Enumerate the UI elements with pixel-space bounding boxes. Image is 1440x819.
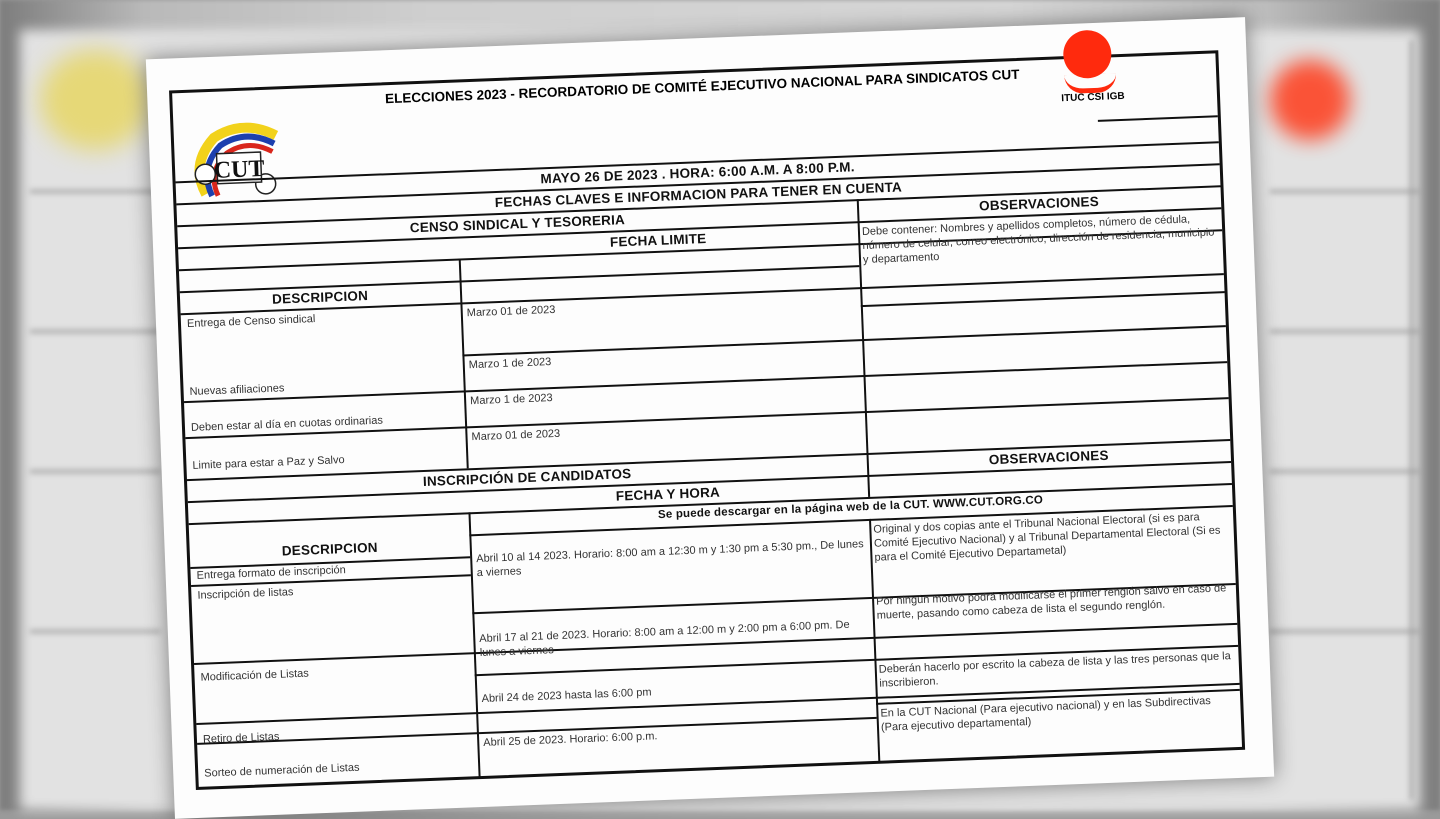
list-item: Marzo 1 de 2023: [469, 392, 553, 408]
list-item: Retiro de Listas: [202, 730, 280, 746]
list-item: Abril 24 de 2023 hasta las 6:00 pm: [481, 686, 652, 705]
list-item: Marzo 01 de 2023: [471, 427, 561, 444]
blurred-rule: [30, 470, 160, 473]
ituc-logo-text: ITUC CSI IGB: [1061, 90, 1125, 105]
ituc-logo-icon: [1062, 29, 1112, 79]
document-subtitle: FECHAS CLAVES E INFORMACION PARA TENER EN CUENTA: [494, 179, 903, 211]
list-item: Marzo 1 de 2023: [468, 356, 552, 372]
section1-heading: CENSO SINDICAL Y TESORERIA: [409, 212, 626, 236]
blurred-rule: [1270, 330, 1420, 333]
document-table: [169, 50, 1245, 790]
list-item: Nuevas afiliaciones: [189, 382, 285, 398]
list-item: En la CUT Nacional (Para ejecutivo nacional) y en las Subdirectivas (Para ejecutivo departamental): [880, 694, 1212, 734]
list-item: Limite para estar a Paz y Salvo: [192, 454, 345, 472]
download-note: Se puede descargar en la página web de la CUT. WWW.CUT.ORG.CO: [657, 494, 1044, 522]
blurred-rule: [30, 330, 160, 333]
svg-text:CUT: CUT: [213, 155, 265, 184]
blurred-rule: [30, 190, 160, 193]
blurred-logo-left: [40, 50, 150, 150]
blurred-rule: [1410, 40, 1413, 800]
list-item: Abril 25 de 2023. Horario: 6:00 p.m.: [483, 730, 658, 749]
election-date-time: MAYO 26 DE 2023 . HORA: 6:00 A.M. A 8:00 P.M.: [540, 159, 855, 187]
list-item: Abril 17 al 21 de 2023. Horario: 8:00 am a 12:00 m y 2:00 pm a 6:00 pm. De lunes a viernes: [479, 618, 850, 660]
section2-datetime-header: FECHA Y HORA: [615, 484, 721, 504]
list-item: Sorteo de numeración de Listas: [204, 761, 360, 780]
list-item: Marzo 01 de 2023: [466, 303, 556, 320]
section2-observations-header: OBSERVACIONES: [988, 447, 1109, 468]
blurred-rule: [1270, 470, 1420, 473]
section1-observations-header: OBSERVACIONES: [978, 193, 1100, 214]
list-item: Modificación de Listas: [200, 667, 309, 684]
list-item: Original y dos copias ante el Tribunal Nacional Electoral (si es para Comité Ejecutivo Nacional) y al Tribunal Departamental Electoral (Si es para el Comité Ejecutivo Departametal): [873, 511, 1221, 564]
blurred-rule: [30, 630, 160, 633]
section2-description-header: DESCRIPCION: [281, 539, 378, 559]
list-item: Debe contener: Nombres y apellidos completos, número de cédula, número de celular, correo electrónico, dirección de residencia, municipio y departamento: [861, 213, 1215, 267]
blurred-rule: [1270, 630, 1420, 633]
list-item: Abril 10 al 14 2023. Horario: 8:00 am a 12:30 m y 1:30 pm a 5:30 pm., De lunes a viernes: [476, 538, 864, 580]
list-item: Entrega de Censo sindical: [186, 313, 316, 331]
list-item: Deberán hacerlo por escrito la cabeza de lista y las tres personas que la inscribieron.: [878, 650, 1231, 690]
list-item: Entrega formato de inscripción: [196, 564, 346, 582]
section2-heading: INSCRIPCIÓN DE CANDIDATOS: [422, 466, 632, 490]
document-title: ELECCIONES 2023 - RECORDATORIO DE COMITÉ EJECUTIVO NACIONAL PARA SINDICATOS CUT: [384, 66, 1020, 107]
section1-deadline-header: FECHA LIMITE: [609, 231, 707, 250]
blurred-logo-right: [1270, 60, 1350, 140]
blurred-rule: [1270, 190, 1420, 193]
document-page: [146, 17, 1274, 819]
section1-description-header: DESCRIPCION: [271, 288, 369, 307]
list-item: Deben estar al día en cuotas ordinarias: [190, 414, 384, 434]
list-item: Por ningún motivo podrá modificarse el primer renglón salvo en caso de muerte, pasando como cabeza de lista el segundo renglón.: [875, 582, 1227, 622]
list-item: Inscripción de listas: [197, 586, 294, 602]
